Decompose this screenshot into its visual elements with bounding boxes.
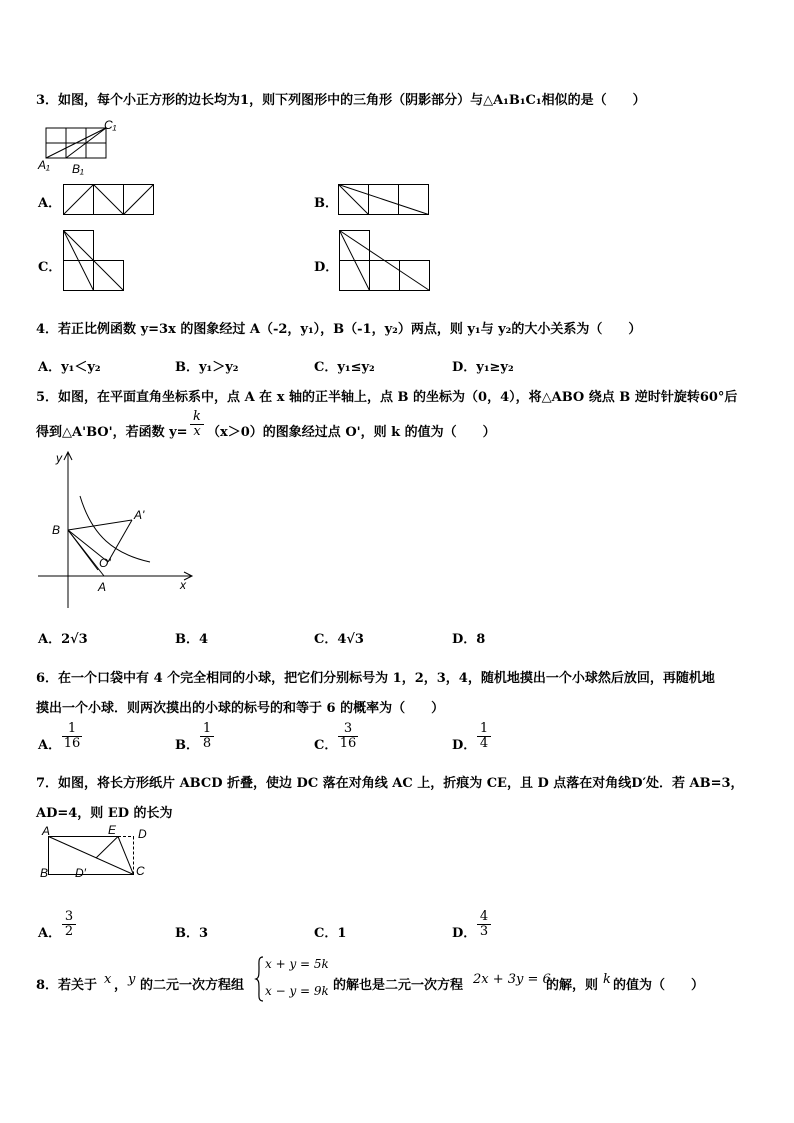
q5-option-b[interactable]: B．4 (175, 632, 209, 647)
q4-option-a[interactable]: A．y₁＜y₂ (38, 360, 101, 375)
label-b1: B₁ (72, 162, 84, 176)
q8-eq3: 2x + 3y = 6 (473, 972, 551, 987)
q7-option-d-fraction (477, 910, 491, 939)
q8-brace (255, 956, 265, 1002)
q6-c-den: 16 (339, 736, 357, 751)
q6-option-d-fraction (477, 722, 491, 751)
q4-option-c[interactable]: C．y₁≤y₂ (314, 360, 375, 375)
q7-stem-line1: 7．如图，将长方形纸片 ABCD 折叠，使边 DC 落在对角线 AC 上，折痕为 CE，且 D 点落在对角线D′处．若 AB=3， (36, 776, 744, 791)
q8-eq2: x − y = 9k (265, 984, 329, 998)
q7-label-a: A (42, 824, 51, 838)
q6-a-num: 1 (67, 721, 77, 736)
q5-frac-denominator: x (190, 424, 204, 439)
q6-option-a-fraction (62, 722, 82, 751)
q8-var-x: x (104, 972, 112, 987)
q8-var-y: y (128, 972, 136, 987)
q7-stem-line2: AD=4，则 ED 的长为 (36, 806, 173, 821)
q7-label-b: B (40, 866, 49, 880)
label-c1: C₁ (104, 118, 117, 132)
q5-option-d[interactable]: D．8 (452, 632, 486, 647)
q7-d-num: 4 (479, 909, 489, 924)
q5-label-a-prime: A' (134, 508, 145, 522)
q6-option-c-fraction (338, 722, 358, 751)
q3-option-c-figure (63, 230, 125, 292)
q6-b-den: 8 (200, 736, 214, 751)
q8-stem-post3: 的值为（ ） (613, 978, 705, 993)
q3-option-a-figure (63, 184, 155, 216)
q5-label-y: y (56, 451, 62, 465)
q6-option-b[interactable]: B． (175, 738, 199, 753)
q6-option-d[interactable]: D． (452, 738, 477, 753)
q5-stem-line2-pre: 得到△A'BO'，若函数 y= (36, 425, 188, 440)
q6-stem-line2: 摸出一个小球．则两次摸出的小球的标号的和等于 6 的概率为（ ） (36, 701, 445, 716)
q7-label-d-prime: D′ (75, 866, 86, 880)
q4-option-b[interactable]: B．y₁＞y₂ (175, 360, 239, 375)
q5-label-b: B (52, 523, 61, 537)
q4-stem: 4．若正比例函数 y=3x 的图象经过 A（-2，y₁），B（-1，y₂）两点，则 y₁与 y₂的大小关系为（ ） (36, 322, 642, 337)
q5-stem-line2-post: （x＞0）的图象经过点 O'，则 k 的值为（ ） (207, 425, 496, 440)
q7-a-num: 3 (64, 909, 74, 924)
q5-fraction (190, 410, 204, 439)
q6-option-a[interactable]: A． (38, 738, 62, 753)
q8-stem-post2: 的解，则 (546, 978, 599, 993)
q6-a-den: 16 (63, 736, 81, 751)
q7-label-c: C (136, 864, 145, 878)
q6-d-num: 1 (479, 721, 489, 736)
q7-label-d: D (138, 827, 147, 841)
q7-option-a-fraction (62, 910, 76, 939)
q3-option-c[interactable]: C． (38, 260, 62, 275)
q8-stem-post1: 的解也是二元一次方程 (333, 978, 464, 993)
q7-option-c[interactable]: C．1 (314, 926, 347, 941)
q5-option-a[interactable]: A．2√3 (38, 632, 88, 647)
q7-d-den: 3 (477, 924, 491, 939)
q5-label-a: A (98, 580, 107, 594)
q5-frac-numerator: k (193, 409, 201, 424)
q3-stem: 3．如图，每个小正方形的边长均为1，则下列图形中的三角形（阴影部分）与△A₁B₁C₁相似的是（ ） (36, 93, 646, 108)
q7-option-d[interactable]: D． (452, 926, 477, 941)
q3-option-b-figure (338, 184, 430, 216)
q8-eq1: x + y = 5k (265, 957, 329, 971)
q8-sep: ， (114, 978, 128, 993)
q3-option-d[interactable]: D． (314, 260, 339, 275)
q8-stem-pre: 8．若关于 (36, 978, 98, 993)
q7-option-b[interactable]: B．3 (175, 926, 209, 941)
q7-option-a[interactable]: A． (38, 926, 62, 941)
q6-stem-line1: 6．在一个口袋中有 4 个完全相同的小球，把它们分别标号为 1，2，3，4，随机地摸出一个小球然后放回，再随机地 (36, 671, 715, 686)
q5-label-o-prime: O' (99, 556, 111, 570)
q3-option-d-figure (339, 230, 431, 292)
q8-stem-mid: 的二元一次方程组 (140, 978, 245, 993)
q5-option-c[interactable]: C．4√3 (314, 632, 364, 647)
q3-option-b[interactable]: B． (314, 196, 338, 211)
q6-option-c[interactable]: C． (314, 738, 338, 753)
q5-stem-line1: 5．如图，在平面直角坐标系中，点 A 在 x 轴的正半轴上，点 B 的坐标为（0，4），将△ABO 绕点 B 逆时针旋转60°后 (36, 390, 738, 405)
q6-c-num: 3 (343, 721, 353, 736)
q4-option-d[interactable]: D．y₁≥y₂ (452, 360, 514, 375)
q3-option-a[interactable]: A． (38, 196, 62, 211)
q5-label-x: x (180, 578, 186, 592)
label-a1: A₁ (38, 158, 50, 172)
q6-d-den: 4 (477, 736, 491, 751)
q6-b-num: 1 (202, 721, 212, 736)
q8-var-k: k (603, 972, 611, 987)
q7-a-den: 2 (62, 924, 76, 939)
q7-label-e: E (108, 823, 117, 837)
q7-rectangle-figure (40, 826, 150, 882)
q6-option-b-fraction (200, 722, 214, 751)
